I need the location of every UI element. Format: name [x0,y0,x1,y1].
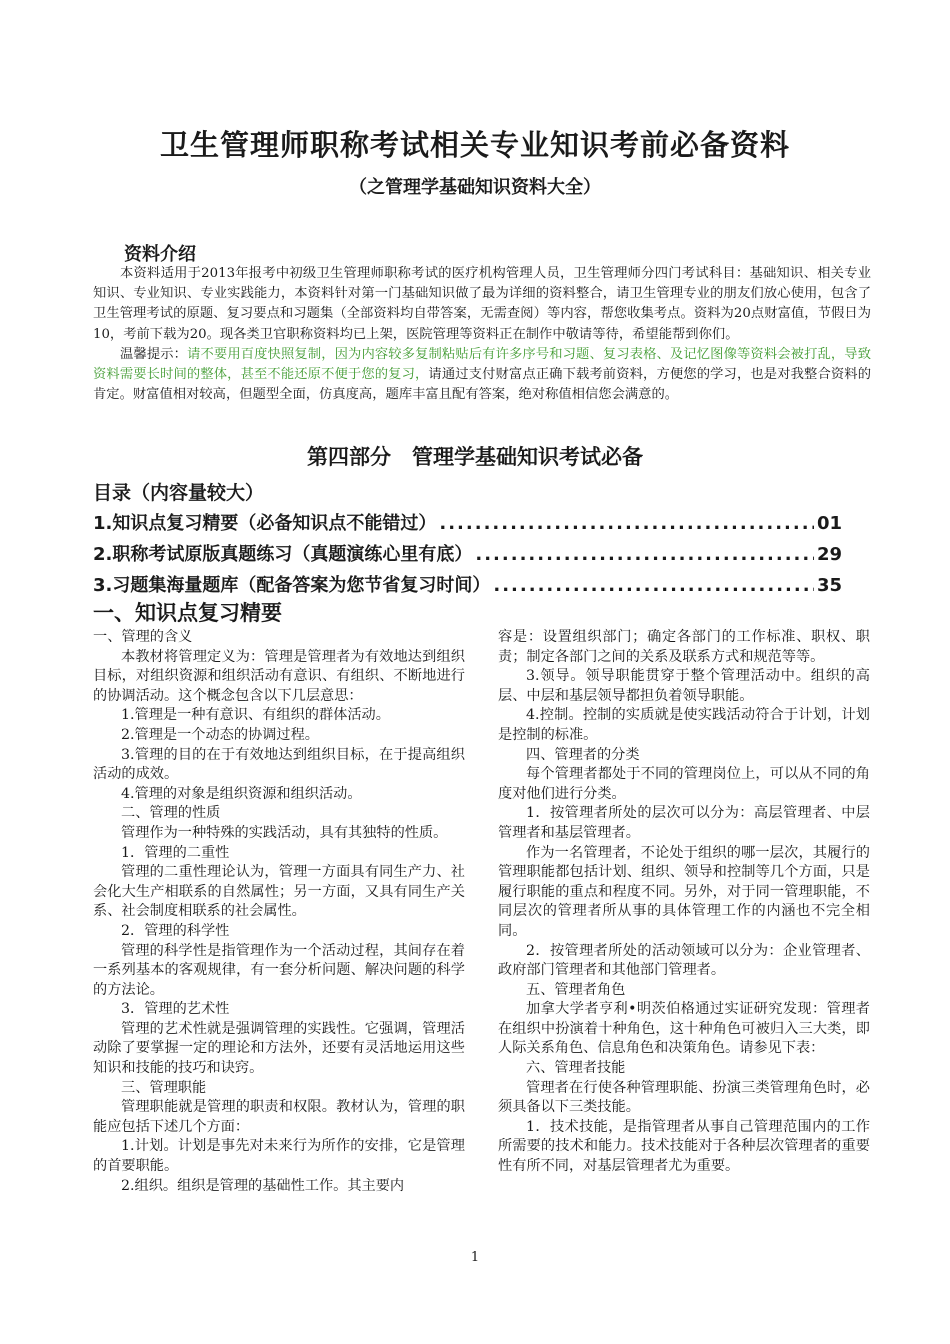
body-paragraph: 3.领导。领导职能贯穿于整个管理活动中。组织的高层、中层和基层领导都担负着领导职能。 [498,668,870,704]
toc-item[interactable] [93,540,842,566]
body-paragraph: 2.管理是一个动态的协调过程。 [121,726,319,743]
document-subtitle: （之管理学基础知识资料大全） [349,177,601,198]
body-paragraph: 3．管理的艺术性 [121,1001,230,1018]
body-paragraph: 容是：设置组织部门；确定各部门的工作标准、职权、职责；制定各部门之间的关系及联系方式和规范等等。 [498,629,870,665]
intro-body [93,264,871,405]
body-paragraph: 管理的科学性是指管理作为一个活动过程，其间存在着一系列基本的客观规律，有一套分析问题、解决问题的科学的方法论。 [93,942,465,998]
left-column [93,628,465,1196]
right-column [498,628,870,1177]
body-paragraph: 管理职能就是管理的职责和权限。教材认为，管理的职能应包括下述几个方面： [93,1099,465,1135]
body-paragraph: 三、管理职能 [121,1079,207,1096]
part-title: 第四部分 管理学基础知识考试必备 [307,445,643,469]
body-paragraph: 1．技术技能，是指管理者从事自己管理范围内的工作所需要的技术和能力。技术技能对于各种层次管理者的重要性有所不同，对基层管理者尤为重要。 [498,1118,870,1175]
toc-item-label: 1.知识点复习精要（必备知识点不能错过） [93,513,437,534]
intro-paragraph: 本资料适用于2013年报考中初级卫生管理师职称考试的医疗机构管理人员，卫生管理师分四门考试科目：基础知识、相关专业知识、专业知识、专业实践能力，本资料针对第一门基础知识做了最为详细的资料整合，请卫生管理专业的朋友们放心使用，包含了卫生管理考试的原题、复习要点和习题集（全部资料均自带答案，无需查阅）等内容，帮您收集考点。资料为20点财富值，节假日为10，考前下载为20。现各类卫官职称资料均已上架，医院管理等资料正在制作中敬请等待，希望能帮到你们。 [93,266,871,342]
body-paragraph: 本教材将管理定义为：管理是管理者为有效地达到组织目标，对组织资源和组织活动有意识、有组织、不断地进行的协调活动。这个概念包含以下几层意思： [93,648,465,704]
toc-item-label: 2.职称考试原版真题练习（真题演练心里有底） [93,544,473,565]
body-paragraph: 六、管理者技能 [526,1060,626,1077]
toc-item-label: 3.习题集海量题库（配备答案为您节省复习时间） [93,575,491,596]
body-paragraph: 一、管理的含义 [93,629,193,645]
body-paragraph: 2.组织。组织是管理的基础性工作。其主要内 [121,1177,405,1194]
intro-heading: 资料介绍 [124,244,196,265]
body-paragraph: 1．管理的二重性 [121,844,230,861]
body-paragraph: 2．按管理者所处的活动领域可以分为：企业管理者、政府部门管理者和其他部门管理者。 [498,942,870,979]
body-paragraph: 加拿大学者亨利•明茨伯格通过实证研究发现：管理者在组织中扮演着十种角色，这十种角色可被归入三大类，即人际关系角色、信息角色和决策角色。请参见下表： [498,1001,870,1057]
body-paragraph: 1.管理是一种有意识、有组织的群体活动。 [121,707,390,724]
body-paragraph: 二、管理的性质 [121,805,221,822]
body-paragraph: 管理者在行使各种管理职能、扮演三类管理角色时，必须具备以下三类技能。 [498,1079,870,1116]
body-paragraph: 4.管理的对象是组织资源和组织活动。 [121,785,362,802]
intro-tip [93,345,871,406]
body-paragraph: 1．按管理者所处的层次可以分为：高层管理者、中层管理者和基层管理者。 [498,805,870,841]
toc-leader-dots [493,575,814,596]
section-heading: 一、知识点复习精要 [93,601,282,625]
page-number: 1 [470,1250,480,1265]
toc-item[interactable] [93,509,842,535]
body-paragraph: 1.计划。计划是事先对未来行为所作的安排，它是管理的首要职能。 [93,1138,465,1175]
toc-item-page: 01 [816,513,842,534]
toc-heading: 目录（内容量较大） [93,482,265,504]
toc-item[interactable] [93,571,842,597]
body-paragraph: 管理的二重性理论认为，管理一方面具有同生产力、社会化大生产相联系的自然属性；另一方面，又具有同生产关系、社会制度相联系的社会属性。 [93,864,465,920]
toc-item-page: 35 [816,575,842,596]
toc-item-page: 29 [816,544,842,565]
body-paragraph: 管理作为一种特殊的实践活动，具有其独特的性质。 [121,824,448,841]
tip-label: 温馨提示： [120,346,188,362]
toc-leader-dots [439,513,814,534]
body-paragraph: 每个管理者都处于不同的管理岗位上，可以从不同的角度对他们进行分类。 [498,766,870,802]
body-paragraph: 作为一名管理者，不论处于组织的哪一层次，其履行的管理职能都包括计划、组织、领导和控制等几个方面，只是履行职能的重点和程度不同。另外，对于同一管理职能，不同层次的管理者所从事的具体管理工作的内涵也不完全相同。 [498,844,870,939]
body-paragraph: 四、管理者的分类 [526,746,640,763]
tip-warning: 请不要用百度快照复制，因为内容较多复制粘贴后有许多序号和习题、复习表格、及记忆图像等资料会被打乱，导致资料需要长时间的整体，甚至不能还原不便于您的复习， [93,346,872,383]
body-paragraph: 3.管理的目的在于有效地达到组织目标，在于提高组织活动的成效。 [93,746,465,783]
document-title: 卫生管理师职称考试相关专业知识考前必备资料 [159,128,790,162]
tip-rest: 请通过支付财富点正确下载考前资料，方便您的学习，也是对我整合资料的肯定。财富值相对较高，但题型全面，仿真度高，题库丰富且配有答案，绝对称值相信您会满意的。 [93,367,872,403]
body-paragraph: 管理的艺术性就是强调管理的实践性。它强调，管理活动除了要掌握一定的理论和方法外，还要有灵活地运用这些知识和技能的技巧和诀窍。 [93,1020,465,1077]
body-paragraph: 五、管理者角色 [526,981,626,998]
toc-leader-dots [475,544,814,565]
body-paragraph: 4.控制。控制的实质就是使实践活动符合于计划，计划是控制的标准。 [498,707,870,743]
body-paragraph: 2．管理的科学性 [121,922,230,939]
